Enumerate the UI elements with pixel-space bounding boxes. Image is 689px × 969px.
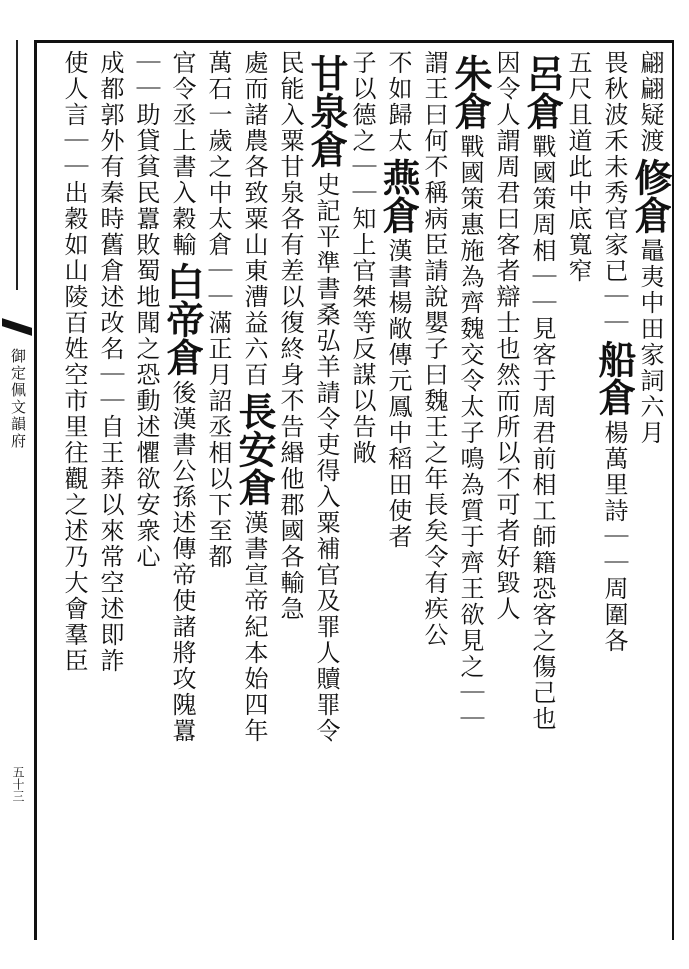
entry-text: 五尺且道此中底寬窄	[564, 50, 592, 284]
entry-text: 畏秋波	[600, 50, 628, 128]
entry-text: 子以德之	[348, 50, 376, 154]
entry-text: 不如歸太	[384, 50, 412, 154]
text-column	[232, 50, 277, 935]
entry-headword: 修倉	[628, 158, 673, 234]
text-column	[304, 50, 349, 935]
text-column	[520, 50, 565, 935]
entry-text: 戰國策惠施為齊魏交令太子鳴為質于齊王欲見之｜｜	[456, 134, 484, 732]
text-column	[628, 50, 673, 935]
entry-text: 正月詔丞相以下至都	[204, 336, 232, 570]
vertical-text-body	[40, 50, 673, 935]
entry-text: 鼂夷中田家詞六月	[636, 238, 664, 446]
frame-top-border	[34, 40, 674, 43]
text-column	[160, 50, 205, 935]
entry-text: ｜｜助貸貧民	[132, 50, 160, 206]
entry-text: 戰國策周相｜｜見客于周君前相工師籍恐客之傷己也	[528, 134, 556, 732]
entry-text: 囂敗蜀地聞之恐動述懼欲安衆心	[132, 206, 160, 570]
entry-text: 謂王曰何不稱病臣請說嬰子曰魏王之年長矣令有疾公	[420, 50, 448, 648]
text-column	[592, 50, 637, 935]
entry-text: 萬石一歲之中太倉｜｜滿	[204, 50, 232, 336]
text-column	[344, 50, 380, 935]
entry-headword: 長安倉	[232, 392, 277, 506]
text-column	[560, 50, 596, 935]
entry-headword: 甘泉倉	[304, 54, 349, 168]
text-column	[376, 50, 421, 935]
entry-headword: 船倉	[592, 340, 637, 416]
margin-folio-number: 五十三	[11, 766, 25, 802]
text-column	[448, 50, 493, 935]
entry-text: 翩翩疑渡	[636, 50, 664, 154]
entry-text: 史記平準書桑弘羊請令吏得入粟補官及罪人贖罪令	[312, 172, 340, 744]
entry-text: ｜｜知上官桀等反謀以告敞	[348, 154, 376, 466]
entry-text: 成都郭外有秦時舊倉述改名｜｜自王莽以來常空述即詐	[96, 50, 124, 674]
entry-text: 民能入粟甘泉各有差以復終身不告緡他郡國各輸急	[276, 50, 304, 622]
margin-rule	[16, 40, 18, 290]
frame-left-border	[34, 40, 37, 940]
entry-text: 漢書楊敞傳元鳳中稻田使者	[384, 238, 412, 550]
entry-text: 漢書宣帝紀本始四年	[240, 510, 268, 744]
text-column	[200, 50, 236, 935]
entry-text: 使人言｜｜出穀如山陵百姓空市里往觀之述乃大會羣臣	[60, 50, 88, 674]
entry-text: 官令丞上書入穀輸	[168, 50, 196, 258]
entry-headword: 朱倉	[448, 54, 493, 130]
text-column	[92, 50, 128, 935]
text-column	[416, 50, 452, 935]
text-column	[128, 50, 164, 935]
entry-headword: 白帝倉	[160, 262, 205, 376]
text-column	[272, 50, 308, 935]
fishtail-mark	[2, 318, 32, 336]
entry-headword: 呂倉	[520, 54, 565, 130]
entry-text: 因令人謂周君曰客者辯士也然而所以不可者好毀人	[492, 50, 520, 622]
entry-text: 後漢書公孫述傳帝使諸將攻隗囂	[168, 380, 196, 744]
margin-strip	[0, 40, 34, 940]
entry-headword: 燕倉	[376, 158, 421, 234]
entry-text: 處而諸農各致粟山東漕益六百	[240, 50, 268, 388]
entry-text: 禾未秀官家已｜｜	[600, 128, 628, 336]
entry-text: 楊萬里詩｜｜周圍各	[600, 420, 628, 654]
text-column	[488, 50, 524, 935]
margin-book-title: 御定佩文韻府	[9, 348, 27, 450]
text-column	[56, 50, 92, 935]
